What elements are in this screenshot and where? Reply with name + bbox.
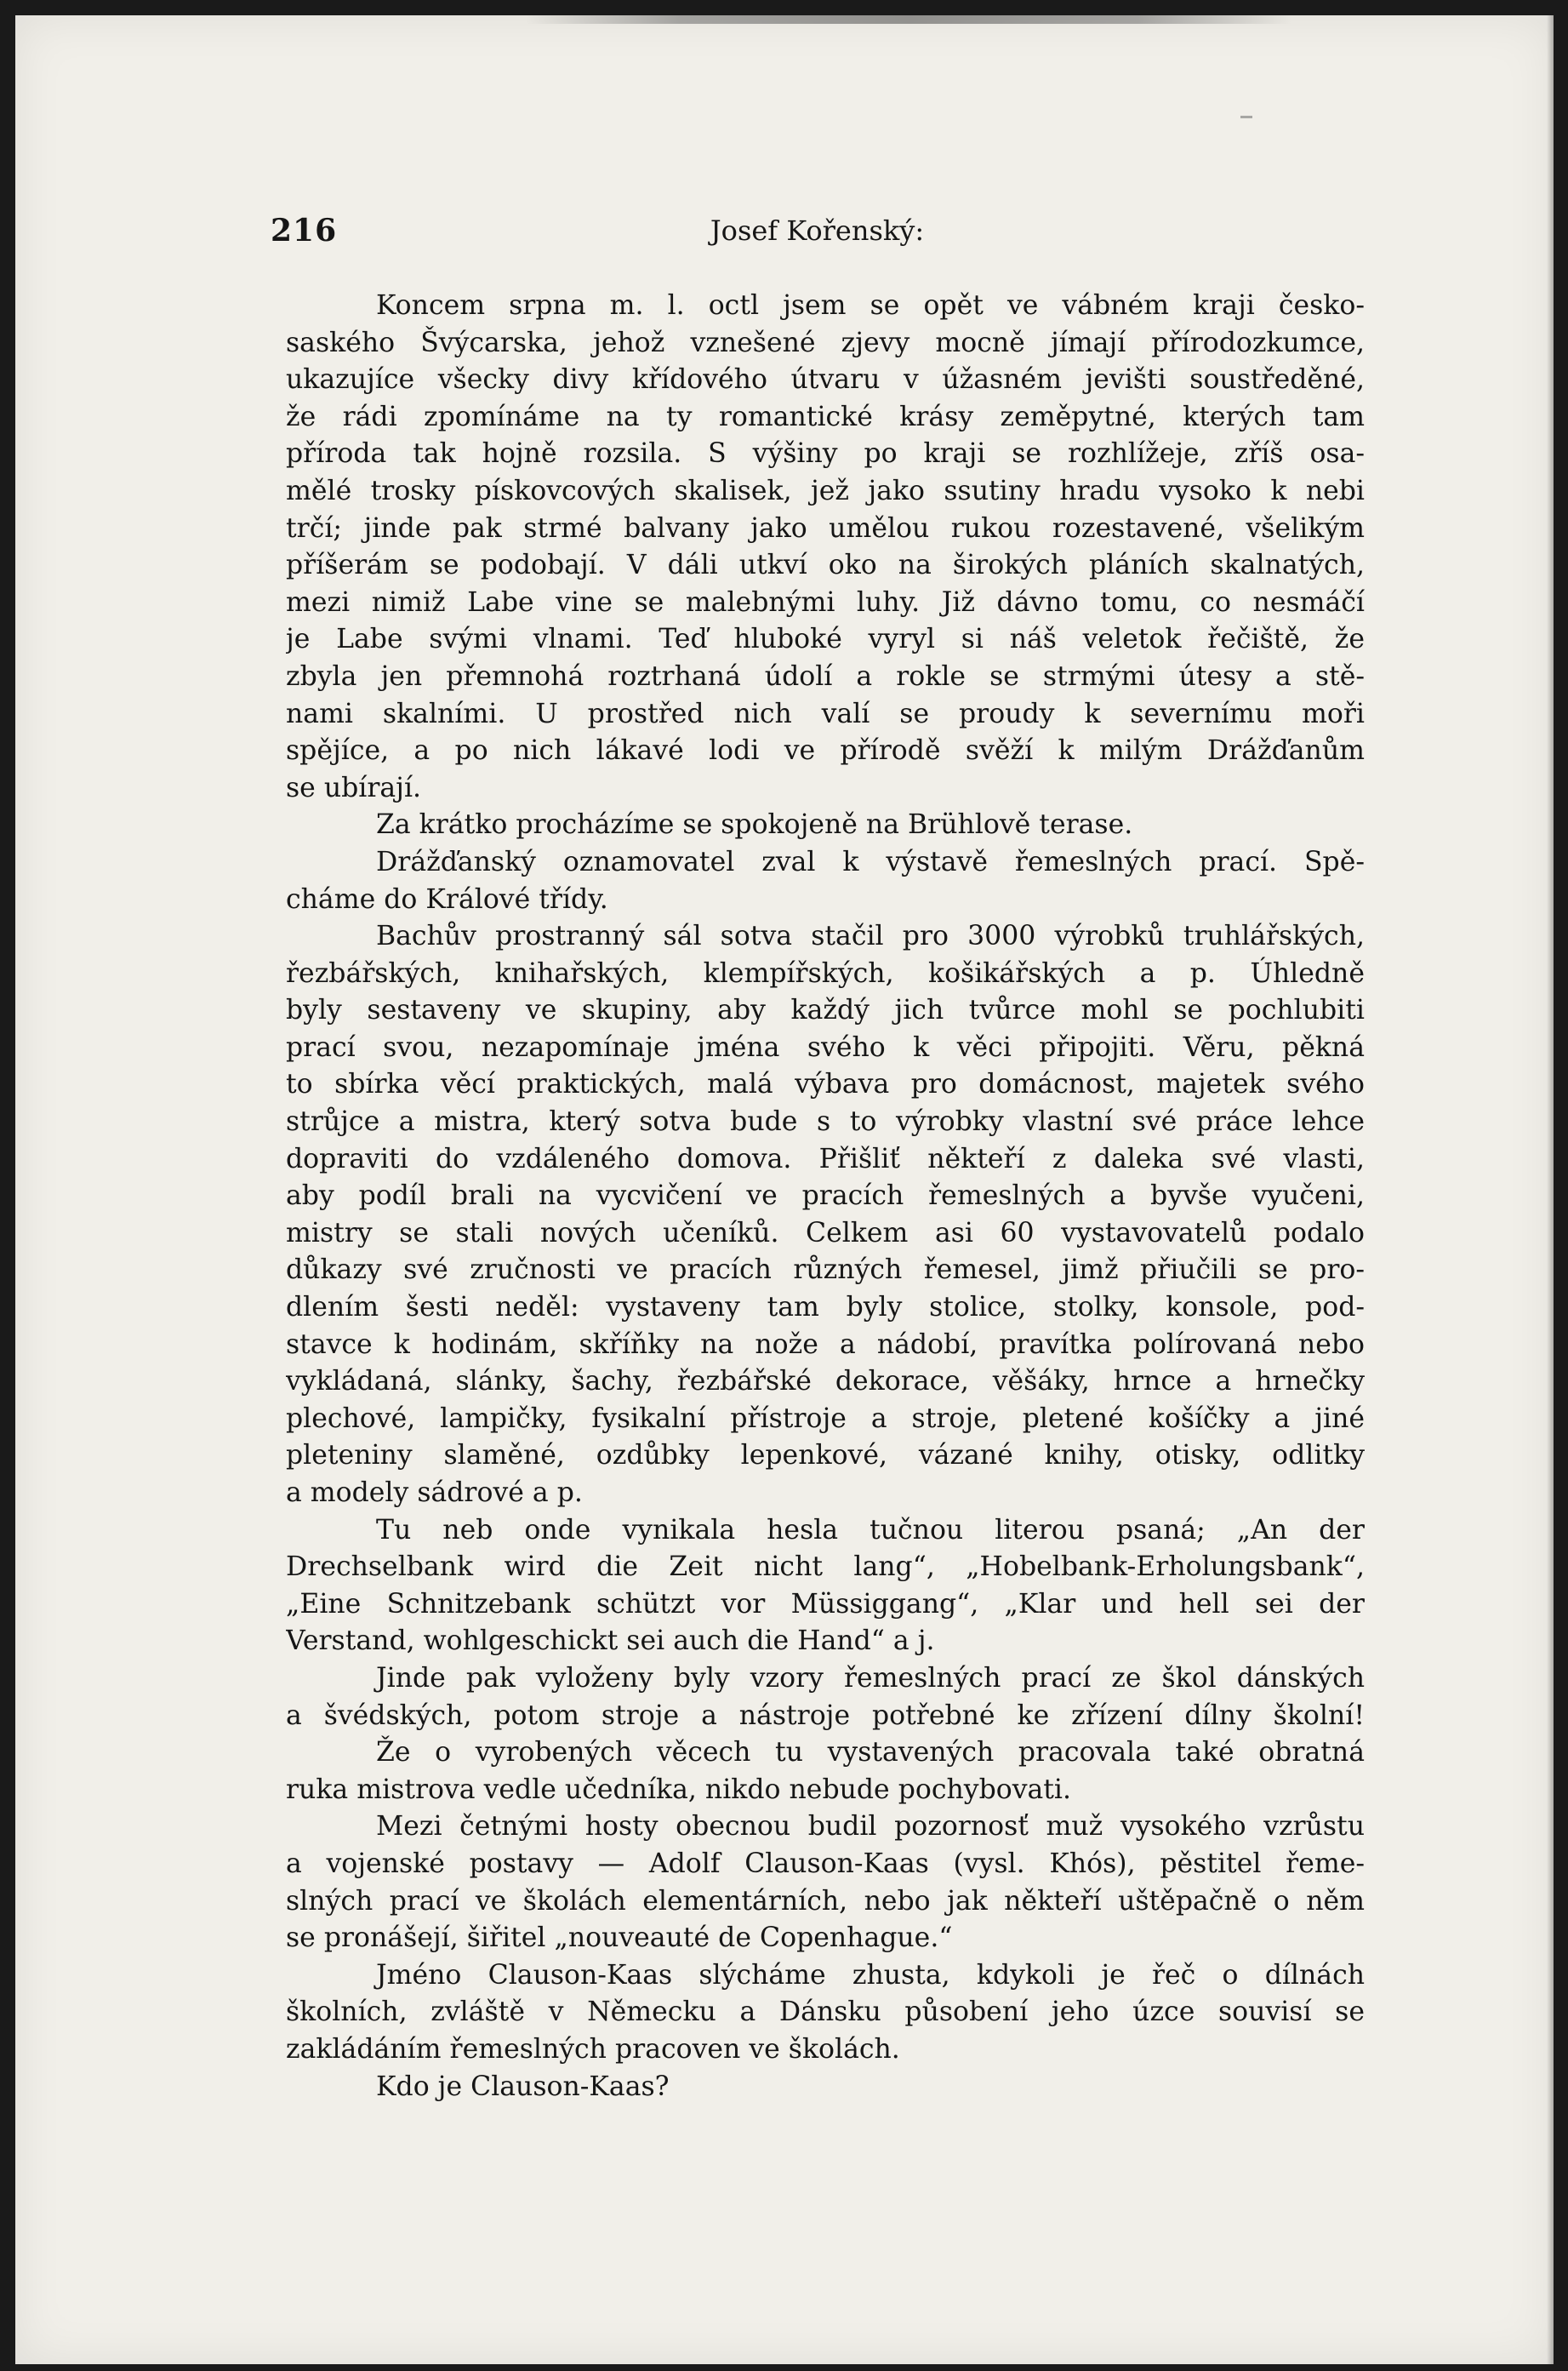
stray-mark — [1240, 116, 1252, 118]
body-text — [286, 288, 1365, 2105]
text-line: a švédských, potom stroje a nástroje potřebné ke zřízení dílny školní! — [286, 1700, 1365, 1731]
text-line: Bachův prostranný sál sotva stačil pro 3000 výrobků truhlářských, — [376, 921, 1365, 952]
text-line: ukazujíce všecky divy křídového útvaru v úžasném jevišti soustředěné, — [286, 364, 1365, 396]
text-line: že rádi zpomínáme na ty romantické krásy zeměpytné, kterých tam — [286, 401, 1365, 432]
text-line: je Labe svými vlnami. Teď hluboké vyryl si náš veletok řečiště, že — [286, 624, 1365, 655]
text-line: Tu neb onde vynikala hesla tučnou literou psaná; „An der — [376, 1514, 1365, 1545]
page-number: 216 — [271, 213, 338, 249]
text-line: řezbářských, knihařských, klempířských, košikářských a p. Úhledně — [286, 957, 1365, 989]
text-line: zbyla jen přemnohá roztrhaná údolí a rokle se strmými útesy a stě- — [286, 660, 1365, 692]
text-line: byly sestaveny ve skupiny, aby každý jich tvůrce mohl se pochlubiti — [286, 995, 1365, 1026]
text-line: slných prací ve školách elementárních, nebo jak někteří uštěpačně o něm — [286, 1885, 1365, 1917]
scanned-page — [15, 15, 1554, 2364]
text-line: strůjce a mistra, který sotva bude s to výrobky vlastní své práce lehce — [286, 1106, 1365, 1138]
text-line: Že o vyrobených věcech tu vystavených pracovala také obratná — [376, 1737, 1365, 1768]
text-line: Za krátko procházíme se spokojeně na Brühlově terase. — [376, 809, 1133, 841]
text-line: Jméno Clauson-Kaas slýcháme zhusta, kdykoli je řeč o dílnách — [376, 1959, 1365, 1991]
text-line: Koncem srpna m. l. octl jsem se opět ve vábném kraji česko- — [376, 290, 1365, 321]
text-line: vykládaná, slánky, šachy, řezbářské dekorace, věšáky, hrnce a hrnečky — [286, 1366, 1365, 1397]
running-head: Josef Kořenský: — [710, 214, 925, 247]
text-line: saského Švýcarska, jehož vznešené zjevy mocně jímají přírodozkumce, — [286, 327, 1365, 358]
text-line: Jinde pak vyloženy byly vzory řemeslných prací ze škol dánských — [376, 1662, 1365, 1694]
top-edge-smudge — [526, 15, 1291, 24]
text-line: příšerám se podobají. V dáli utkví oko na širokých pláních skalnatých, — [286, 550, 1365, 581]
text-line: Verstand, wohlgeschickt sei auch die Hand“ a j. — [286, 1625, 935, 1657]
text-line: cháme do Králové třídy. — [286, 883, 608, 915]
text-line: mělé trosky pískovcových skalisek, jež jako ssutiny hradu vysoko k nebi — [286, 475, 1365, 506]
text-line: nami skalními. U prostřed nich valí se proudy k severnímu moři — [286, 698, 1365, 729]
text-line: trčí; jinde pak strmé balvany jako umělou rukou rozestavené, všelikým — [286, 512, 1365, 544]
text-line: Kdo je Clauson-Kaas? — [376, 2071, 670, 2102]
page-header — [271, 213, 1364, 255]
text-line: dlením šesti neděl: vystaveny tam byly stolice, stolky, konsole, pod- — [286, 1292, 1365, 1323]
text-line: Mezi četnými hosty obecnou budil pozornosť muž vysokého vzrůstu — [376, 1811, 1365, 1843]
text-line: a vojenské postavy — Adolf Clauson-Kaas (vysl. Khós), pěstitel řeme- — [286, 1848, 1365, 1879]
text-line: důkazy své zručnosti ve pracích různých řemesel, jimž přiučili se pro- — [286, 1254, 1365, 1286]
text-line: mistry se stali nových učeníků. Celkem asi 60 vystavovatelů podalo — [286, 1217, 1365, 1248]
text-line: spějíce, a po nich lákavé lodi ve přírodě svěží k milým Drážďanům — [286, 735, 1365, 767]
text-line: Drážďanský oznamovatel zval k výstavě řemeslných prací. Spě- — [376, 846, 1365, 877]
page-right-edge — [1547, 15, 1554, 2364]
text-line: se pronášejí, šiřitel „nouveauté de Copenhague.“ — [286, 1923, 953, 1954]
text-line: a modely sádrové a p. — [286, 1477, 583, 1508]
text-line: ruka mistrova vedle učedníka, nikdo nebude pochybovati. — [286, 1774, 1072, 1805]
text-line: dopraviti do vzdáleného domova. Přišliť někteří z daleka své vlasti, — [286, 1143, 1365, 1174]
text-line: „Eine Schnitzebank schützt vor Müssiggang“, „Klar und hell sei der — [286, 1588, 1365, 1620]
text-line: aby podíl brali na vycvičení ve pracích řemeslných a byvše vyučeni, — [286, 1180, 1365, 1212]
text-line: to sbírka věcí praktických, malá výbava pro domácnost, majetek svého — [286, 1069, 1365, 1100]
text-line: Drechselbank wird die Zeit nicht lang“, „Hobelbank-Erholungsbank“, — [286, 1551, 1365, 1583]
text-line: se ubírají. — [286, 772, 422, 803]
text-line: prací svou, nezapomínaje jména svého k věci připojiti. Věru, pěkná — [286, 1031, 1365, 1063]
text-line: plechové, lampičky, fysikalní přístroje a stroje, pletené košíčky a jiné — [286, 1403, 1365, 1434]
text-line: stavce k hodinám, skříňky na nože a nádobí, pravítka polírovaná nebo — [286, 1328, 1365, 1360]
text-line: příroda tak hojně rozsila. S výšiny po kraji se rozhlížeje, zříš osa- — [286, 438, 1365, 470]
text-line: školních, zvláště v Německu a Dánsku působení jeho úzce souvisí se — [286, 1997, 1365, 2028]
text-line: mezi nimiž Labe vine se malebnými luhy. Již dávno tomu, co nesmáčí — [286, 586, 1365, 618]
text-line: pleteniny slaměné, ozdůbky lepenkové, vázané knihy, otisky, odlitky — [286, 1440, 1365, 1471]
text-line: zakládáním řemeslných pracoven ve školách. — [286, 2033, 900, 2065]
